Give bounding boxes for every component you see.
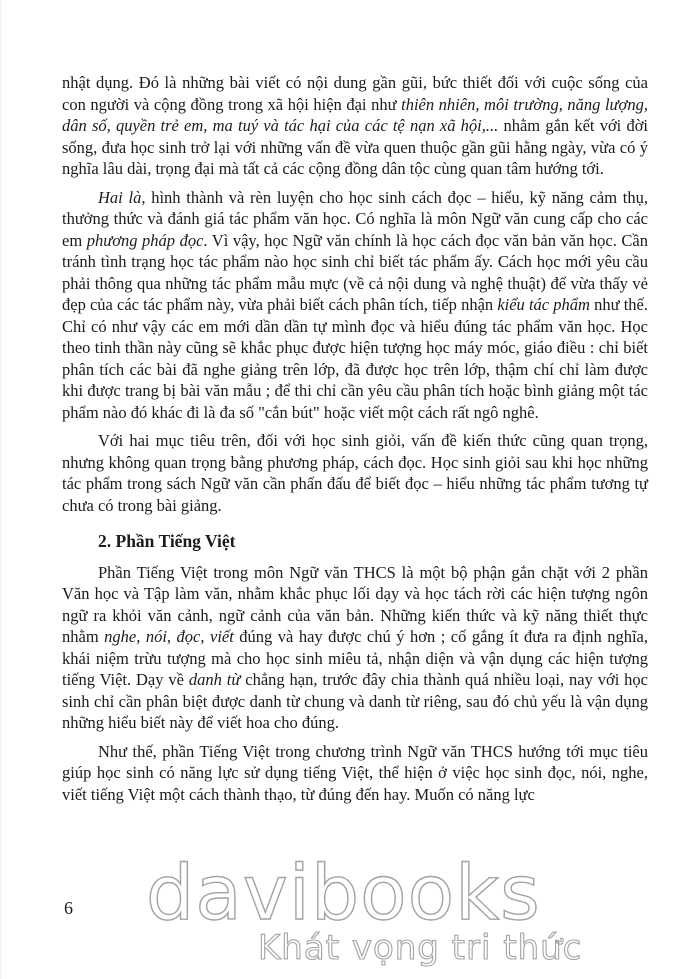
page-number: 6 bbox=[64, 898, 73, 918]
watermark-logo: davibooks bbox=[146, 848, 541, 937]
paragraph: Hai là, hình thành và rèn luyện cho học sinh cách đọc – hiểu, kỹ năng cảm thụ, thưởng thức và đánh giá tác phẩm văn học. Có nghĩa là môn Ngữ văn cung cấp cho các em phương pháp đọc. Vì vậy, học Ngữ văn chính là học cách đọc văn bản văn học. Cần tránh tình trạng học tác phẩm nào học sinh chỉ biết tác phẩm ấy. Cách học mới yêu cầu phải thông qua những tác phẩm mẫu mực (về cả nội dung và nghệ thuật) để vừa thấy vẻ đẹp của các tác phẩm này, vừa phải biết cách phân tích, tiếp nhận kiểu tác phẩm như thế. Chỉ có như vậy các em mới dần dần tự mình đọc và hiểu đúng tác phẩm văn học. Học theo tinh thần này cũng sẽ khắc phục được hiện tượng học máy móc, giáo điều : chỉ biết phân tích các bài đã nghe giảng trên lớp, đã được học trên lớp, thậm chí chỉ làm được khi được trang bị bài văn mẫu ; để thi chỉ cần yêu cầu phân tích hoặc bình giảng một tác phẩm nào đó khác đi là đa số "cắn bút" hoặc viết một cách rất ngô nghê. bbox=[62, 187, 648, 422]
paragraph: nhật dụng. Đó là những bài viết có nội dung gần gũi, bức thiết đối với cuộc sống của con người và cộng đồng trong xã hội hiện đại như thiên nhiên, môi trường, năng lượng, dân số, quyền trẻ em, ma tuý và tác hại của các tệ nạn xã hội,... nhằm gắn kết với đời sống, đưa học sinh trở lại với những vấn đề vừa quen thuộc gần gũi hằng ngày, vừa có ý nghĩa lâu dài, trọng đại mà tất cả các cộng đồng dân tộc cùng quan tâm hướng tới. bbox=[62, 73, 649, 178]
watermark-slogan: Khát vọng tri thức bbox=[258, 928, 583, 968]
paragraph: Phần Tiếng Việt trong môn Ngữ văn THCS là một bộ phận gắn chặt với 2 phần Văn học và Tập làm văn, nhằm khắc phục lối dạy và học tách rời các hiện tượng ngôn ngữ ra khỏi văn cảnh, ngữ cảnh của văn bản. Những kiến thức và kỹ năng thiết thực nhằm nghe, nói, đọc, viết đúng và hay được chú ý hơn ; cố gắng ít đưa ra định nghĩa, khái niệm trừu tượng mà cho học sinh miêu tả, nhận diện và vận dụng các hiện tượng tiếng Việt. Dạy về danh từ chẳng hạn, trước đây chia thành quá nhiều loại, nay với học sinh chỉ cần phân biệt được danh từ chung và danh từ riêng, sau đó chủ yếu là vận dụng những hiểu biết này để viết hoa cho đúng. bbox=[62, 562, 648, 732]
paragraph: Với hai mục tiêu trên, đối với học sinh giỏi, vấn đề kiến thức cũng quan trọng, nhưng không quan trọng bằng phương pháp, cách đọc. Học sinh giỏi sau khi học những tác phẩm trong sách Ngữ văn cần phấn đấu để biết đọc – hiểu những tác phẩm tương tự chưa có trong bài giảng. bbox=[62, 431, 648, 515]
section-heading: 2. Phần Tiếng Việt bbox=[98, 531, 236, 551]
text-column bbox=[62, 72, 648, 812]
paragraph: Như thế, phần Tiếng Việt trong chương trình Ngữ văn THCS hướng tới mục tiêu giúp học sinh có năng lực sử dụng tiếng Việt, thể hiện ở việc học sinh đọc, nói, nghe, viết tiếng Việt một cách thành thạo, từ đúng đến hay. Muốn có năng lực bbox=[62, 741, 648, 804]
